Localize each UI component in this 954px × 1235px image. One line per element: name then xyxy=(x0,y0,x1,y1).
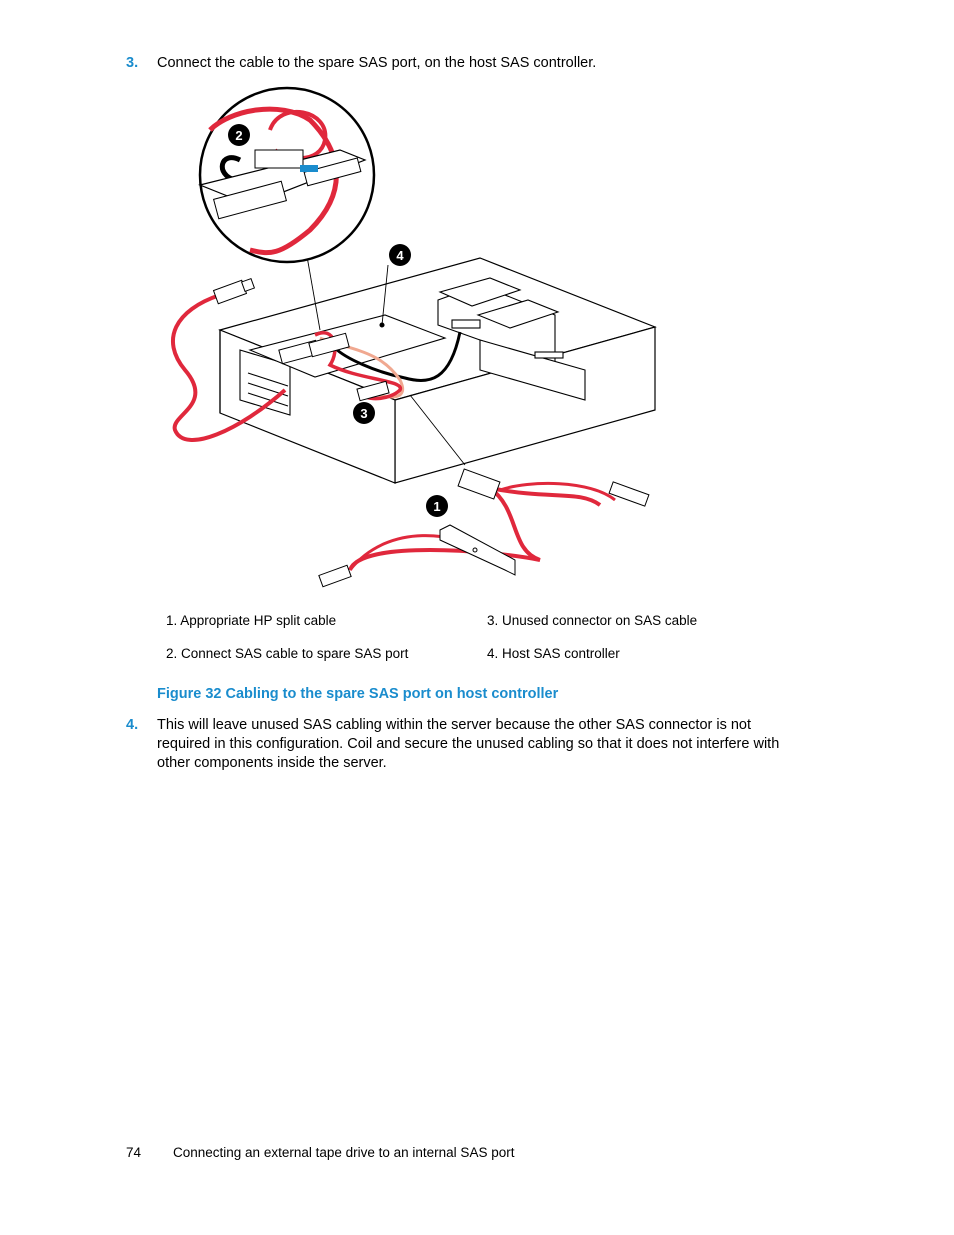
legend-item-1: 1. Appropriate HP split cable xyxy=(166,613,337,628)
svg-text:1: 1 xyxy=(433,499,441,514)
legend-item-4: 4. Host SAS controller xyxy=(487,646,620,661)
legend-item-3: 3. Unused connector on SAS cable xyxy=(487,613,698,628)
split-cable xyxy=(350,488,600,570)
legend-item-2: 2. Connect SAS cable to spare SAS port xyxy=(166,646,409,661)
callout-4 xyxy=(389,244,411,266)
step-number: 4. xyxy=(126,717,139,733)
svg-text:3: 3 xyxy=(360,406,368,421)
step-number: 3. xyxy=(126,55,139,71)
page-number: 74 xyxy=(126,1145,142,1160)
svg-text:2: 2 xyxy=(235,128,243,143)
step-text: This will leave unused SAS cabling within the server because the other SAS connector is not required in this configuration. Coil and secure the unused cabling so that it does not interfere with other components inside the server. xyxy=(157,717,780,771)
callout-2 xyxy=(228,124,250,146)
cabling-illustration xyxy=(160,80,670,600)
external-plug-left xyxy=(214,279,255,304)
split-cable-connectors xyxy=(319,469,649,587)
callout-1 xyxy=(426,495,448,517)
step-text: Connect the cable to the spare SAS port, on the host SAS controller. xyxy=(157,55,597,71)
figure-caption: Figure 32 Cabling to the spare SAS port on host controller xyxy=(157,686,559,702)
callout-3 xyxy=(353,402,375,424)
zoom-inset xyxy=(200,88,374,262)
footer-title: Connecting an external tape drive to an internal SAS port xyxy=(173,1145,515,1160)
svg-text:4: 4 xyxy=(396,248,404,263)
